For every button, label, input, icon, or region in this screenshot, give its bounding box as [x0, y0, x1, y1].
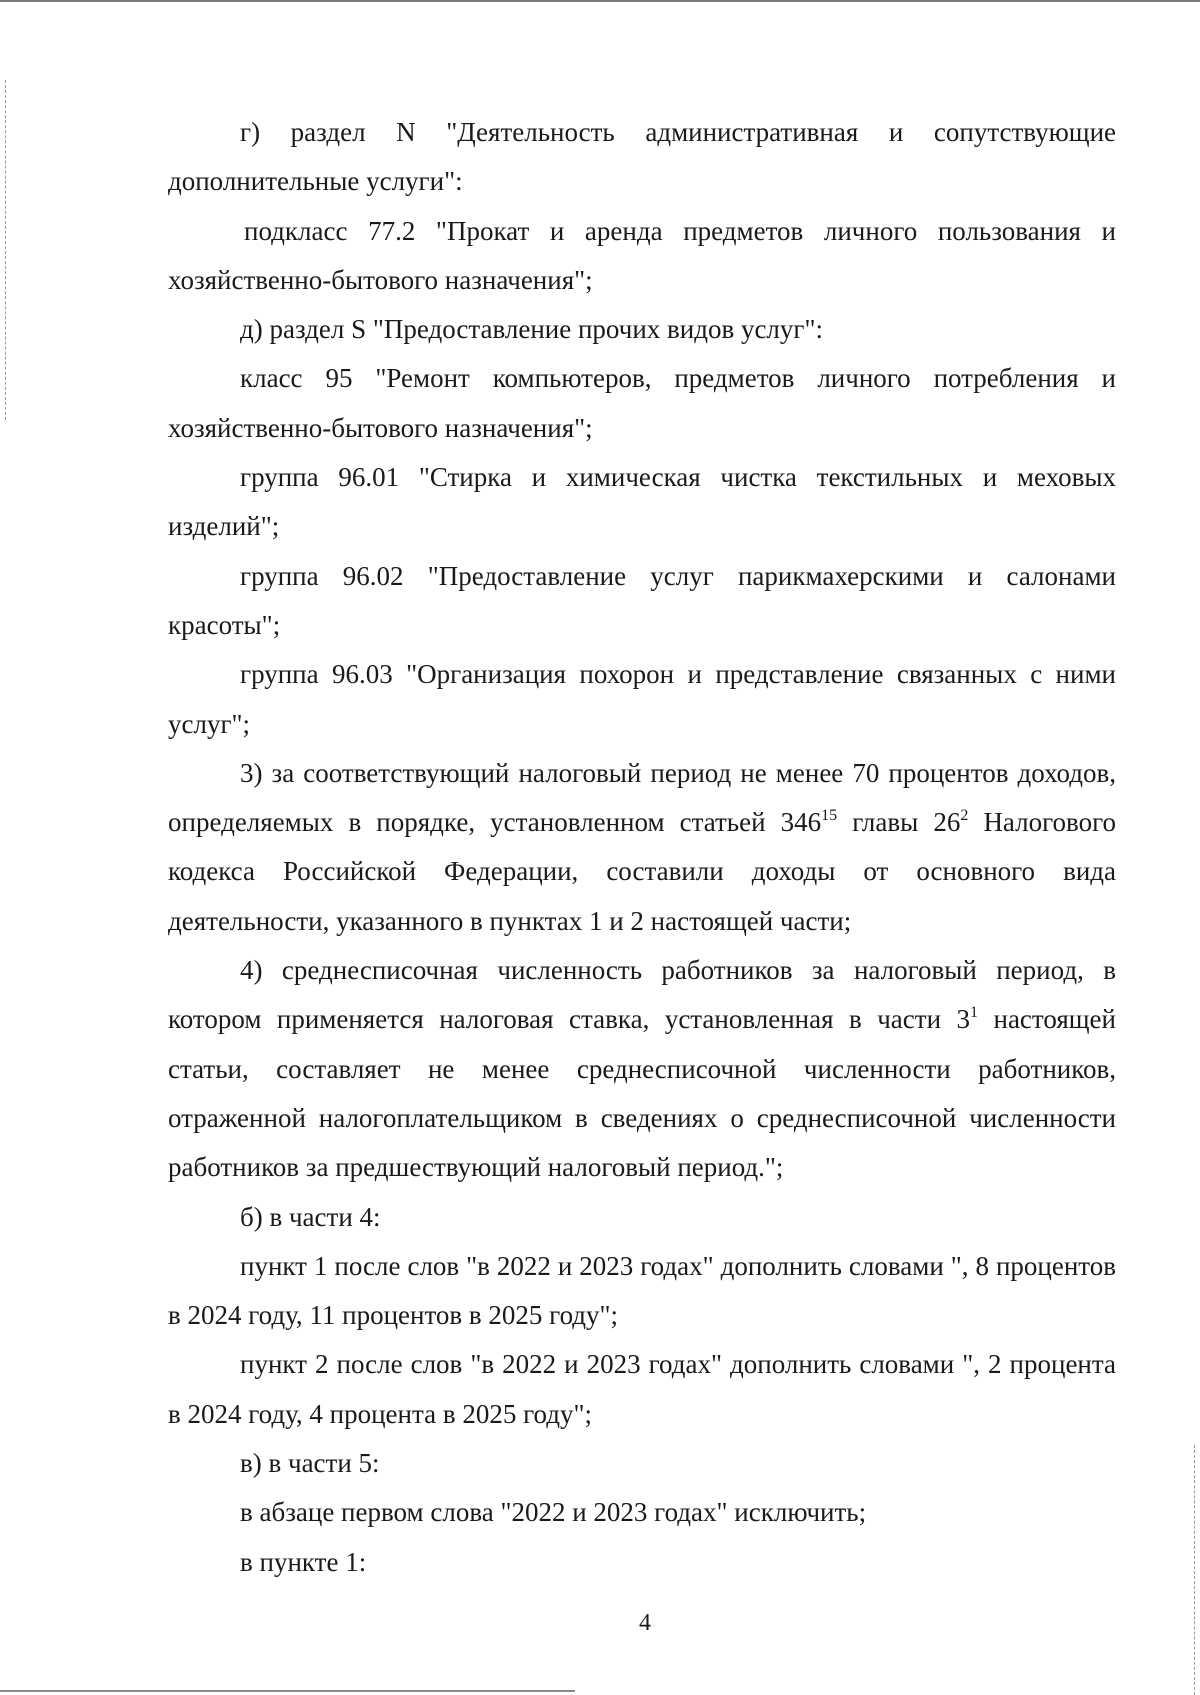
paragraph-part-5: в) в части 5:: [240, 1448, 380, 1479]
paragraph-section-s: д) раздел S "Предоставление прочих видов услуг":: [240, 314, 824, 345]
document-body: [168, 108, 1116, 1587]
page-number: 4: [639, 1610, 651, 1636]
paragraph-point-1: пункт 1 после слов "в 2022 и 2023 годах" дополнить словами ", 8 процентов в 2024 году, 11 процентов в 2025 году";: [168, 1250, 1116, 1331]
paragraph-item-3: [168, 749, 1116, 946]
paragraph-group-96-01: группа 96.01 "Стирка и химическая чистка текстильных и меховых изделий";: [168, 462, 1116, 542]
paragraph-group-96-03: группа 96.03 "Организация похорон и представление связанных с ними услуг";: [168, 659, 1116, 739]
item-4-superscript-1: 1: [970, 1004, 979, 1022]
item-4-text-b: настоящей статьи, составляет не менее среднесписочной численности работников, отраженной налогоплательщиком в сведениях о среднесписочной численности работников за предшествующий налоговый период.";: [168, 1004, 1116, 1183]
paragraph-subclass-77-2: подкласс 77.2 "Прокат и аренда предметов личного пользования и хозяйственно-бытового назначения";: [168, 215, 1116, 295]
item-3-text-c: Налогового кодекса Российской Федерации, составили доходы от основного вида деятельности, указанного в пунктах 1 и 2 настоящей части;: [168, 807, 1116, 936]
item-3-text-b: главы 26: [837, 807, 961, 838]
scan-edge-bottom: [0, 1690, 575, 1692]
paragraph-point-2: пункт 2 после слов "в 2022 и 2023 годах" дополнить словами ", 2 процента в 2024 году, 4 процента в 2025 году";: [168, 1349, 1116, 1429]
paragraph-in-point-1: в пункте 1:: [240, 1546, 367, 1577]
paragraph-item-4: [168, 946, 1116, 1192]
scan-edge-top: [0, 0, 1200, 2]
paragraph-part-4: б) в части 4:: [240, 1201, 381, 1232]
paragraph-class-95: класс 95 "Ремонт компьютеров, предметов личного потребления и хозяйственно-бытового назначения";: [168, 363, 1116, 443]
paragraph-first-abzats: в абзаце первом слова "2022 и 2023 годах" исключить;: [240, 1497, 867, 1528]
paragraph-group-96-02: группа 96.02 "Предоставление услуг парикмахерскими и салонами красоты";: [168, 560, 1116, 640]
paragraph-section-n: г) раздел N "Деятельность административная и сопутствующие дополнительные услуги":: [168, 117, 1116, 197]
item-3-superscript-2: 2: [960, 807, 969, 825]
item-3-superscript-15: 15: [821, 807, 838, 825]
item-3-text-a: 3) за соответствующий налоговый период не менее 70 процентов доходов, определяемых в порядке, установленном статьей 346: [168, 757, 1116, 838]
item-4-text-a: 4) среднесписочная численность работников за налоговый период, в котором применяется налоговая ставка, установленная в части 3: [168, 955, 1116, 1035]
scan-edge-left: [5, 80, 6, 420]
scan-edge-right: [1194, 1445, 1195, 1695]
